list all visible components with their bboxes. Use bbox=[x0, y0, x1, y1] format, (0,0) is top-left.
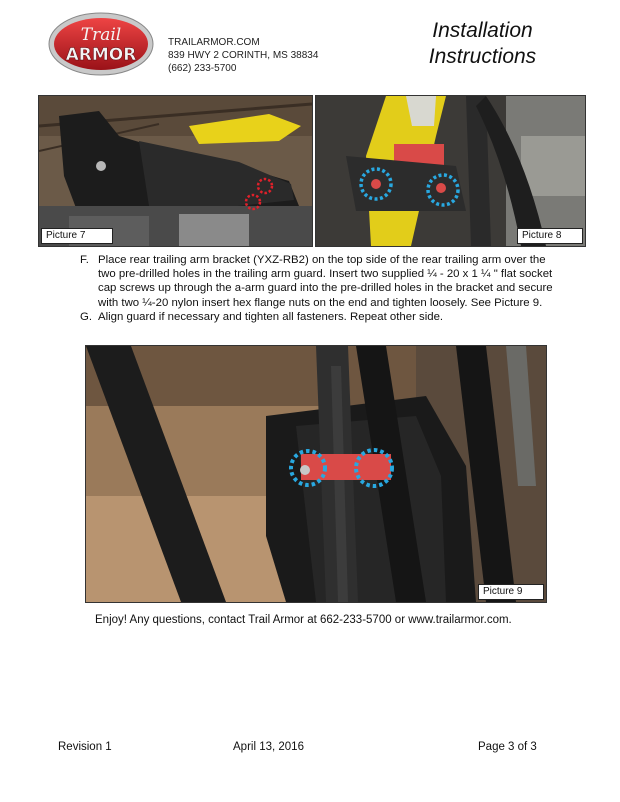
step-text: Place rear trailing arm bracket (YXZ-RB2) on the top side of the rear trailing arm over the two pre-drilled holes in the trailing arm guard. Insert two supplied ¼ - 20 x 1 ¼ " flat socket cap screws up through the a-arm guard into the pre-drilled holes in the bracket and secure with two ¼-20 nylon insert hex flange nuts on the end and tighten loosely. See Picture 9. bbox=[98, 254, 553, 309]
picture-9-caption: Picture 9 bbox=[478, 584, 544, 600]
logo-emblem-icon bbox=[48, 12, 154, 76]
picture-7-image bbox=[39, 96, 312, 246]
company-website: TRAILARMOR.COM bbox=[168, 37, 260, 48]
company-info bbox=[168, 36, 318, 75]
logo-line1: Trail bbox=[80, 25, 122, 45]
picture-7-caption: Picture 7 bbox=[41, 228, 113, 244]
step-f bbox=[80, 253, 560, 310]
footer-revision: Revision 1 bbox=[58, 741, 112, 753]
footer-date: April 13, 2016 bbox=[233, 741, 304, 753]
step-text: Align guard if necessary and tighten all fasteners. Repeat other side. bbox=[98, 310, 444, 323]
picture-8 bbox=[315, 95, 586, 247]
footer-page-number: Page 3 of 3 bbox=[478, 741, 537, 753]
picture-7 bbox=[38, 95, 313, 247]
company-phone: (662) 233-5700 bbox=[168, 63, 237, 74]
document-title bbox=[395, 18, 570, 70]
picture-9 bbox=[85, 345, 547, 603]
title-line1: Installation bbox=[432, 19, 533, 42]
closing-note: Enjoy! Any questions, contact Trail Armor at 662-233-5700 or www.trailarmor.com. bbox=[95, 614, 512, 626]
step-label: F. bbox=[80, 254, 89, 266]
picture-9-image bbox=[86, 346, 546, 602]
step-g bbox=[80, 310, 560, 324]
instruction-steps bbox=[80, 253, 560, 324]
logo-line2: ARMOR bbox=[65, 45, 137, 65]
step-label: G. bbox=[80, 310, 93, 323]
company-address: 839 HWY 2 CORINTH, MS 38834 bbox=[168, 50, 319, 61]
title-line2: Instructions bbox=[428, 45, 537, 68]
picture-8-caption: Picture 8 bbox=[517, 228, 583, 244]
trail-armor-logo bbox=[48, 12, 154, 76]
picture-8-image bbox=[316, 96, 585, 246]
